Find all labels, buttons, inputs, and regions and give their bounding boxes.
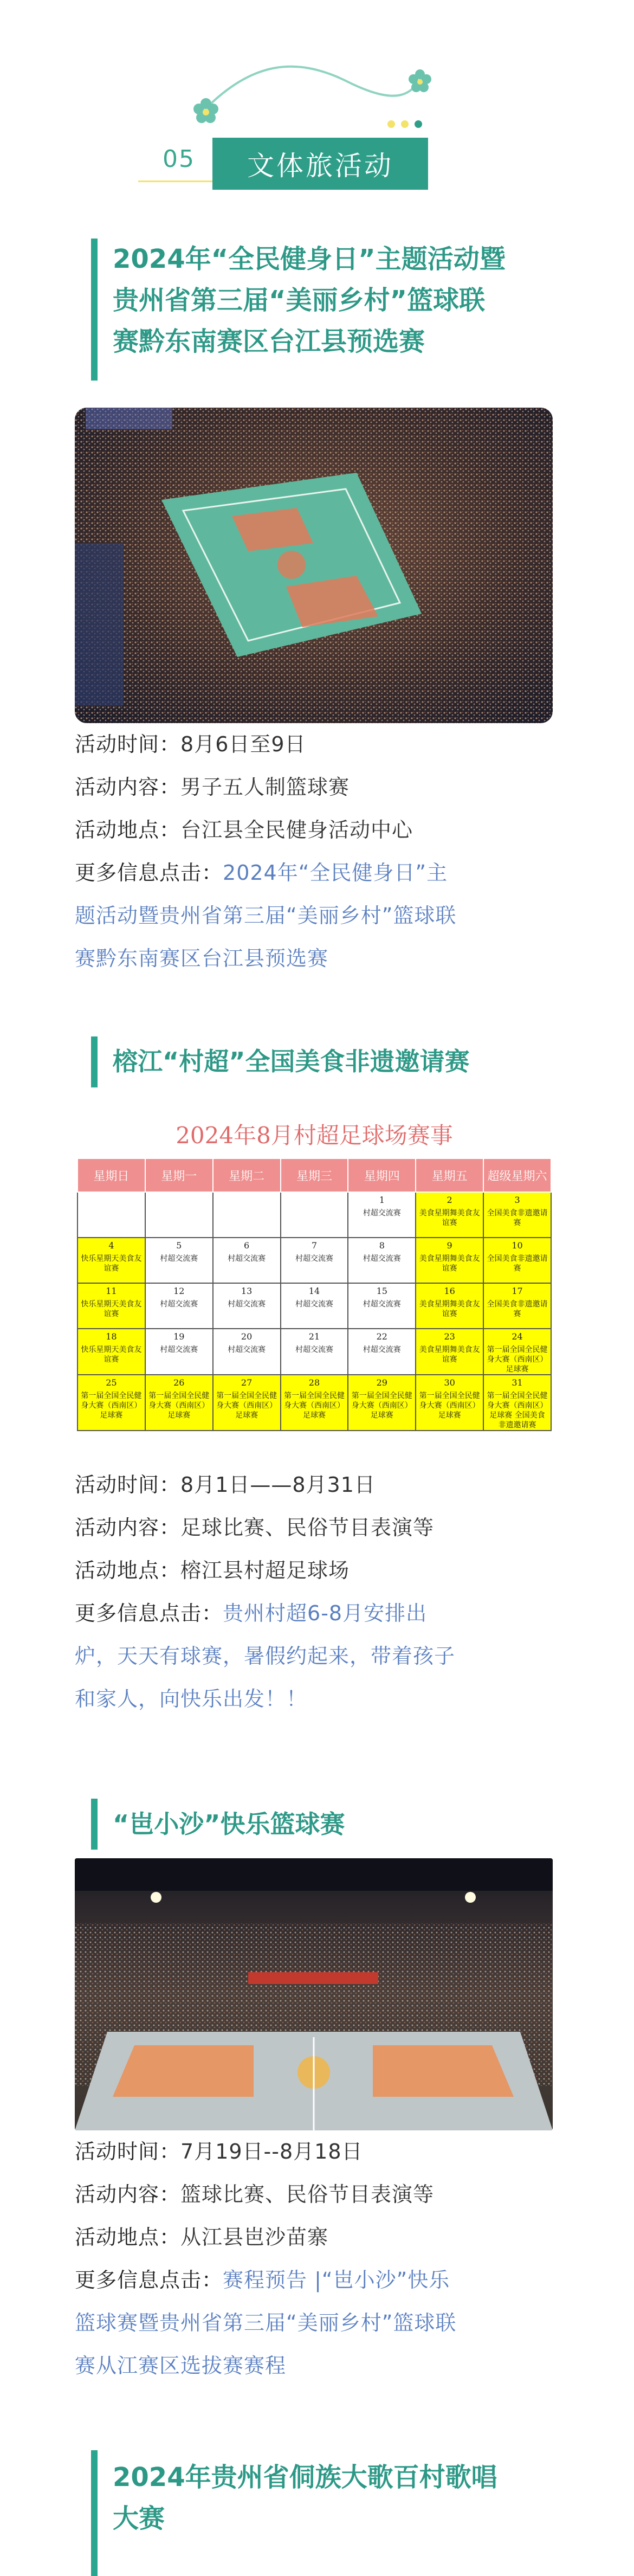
- schedule-event-text: 美食星期舞美食友谊赛: [419, 1254, 480, 1273]
- schedule-event-text: 美食星期舞美食友谊赛: [419, 1345, 480, 1364]
- schedule-event-text: 美食星期舞美食友谊赛: [419, 1300, 480, 1318]
- schedule-day-cell: [483, 1375, 551, 1431]
- schedule-week-row: [77, 1375, 551, 1431]
- schedule-day-number: 23: [444, 1331, 455, 1342]
- schedule-event-text: 第一届全国全民健身大赛（西南区）足球赛: [283, 1392, 345, 1420]
- schedule-day-number: 29: [376, 1377, 387, 1388]
- schedule-day-number: 3: [514, 1195, 520, 1205]
- schedule-day-number: 16: [444, 1286, 455, 1296]
- link-text[interactable]: 赛程预告 |“岜小沙”快乐: [223, 2268, 450, 2292]
- schedule-day-cell: [416, 1283, 483, 1329]
- schedule-day-cell: [145, 1329, 213, 1375]
- schedule-day-number: 1: [379, 1195, 385, 1205]
- schedule-week-row: [77, 1329, 551, 1375]
- schedule-day-cell: [77, 1238, 145, 1283]
- time-label: 活动时间：: [75, 1473, 181, 1497]
- event-info: [75, 723, 553, 980]
- schedule-event-text: 村超交流赛: [363, 1345, 401, 1354]
- schedule-event-text: 全国美食非遗邀请赛: [487, 1209, 548, 1227]
- schedule-event-text: 村超交流赛: [160, 1345, 198, 1354]
- schedule-event-text: 村超交流赛: [363, 1254, 401, 1263]
- time-label: 活动时间：: [75, 732, 181, 756]
- basketball-arena-photo: [75, 1858, 553, 2130]
- schedule-day-number: 26: [173, 1377, 185, 1388]
- event-title-line: 榕江“村超”全国美食非遗邀请赛: [113, 1047, 470, 1076]
- schedule-week-row: [77, 1238, 551, 1283]
- schedule-day-number: 10: [512, 1240, 523, 1251]
- schedule-day-number: 17: [512, 1286, 523, 1296]
- schedule-event-text: 村超交流赛: [295, 1345, 333, 1354]
- event-title-line: 大赛: [113, 2503, 165, 2534]
- schedule-day-number: 14: [308, 1286, 320, 1296]
- schedule-day-number: 11: [106, 1286, 117, 1296]
- schedule-event-text: 村超交流赛: [160, 1300, 198, 1309]
- schedule-event-text: 村超交流赛: [228, 1254, 266, 1263]
- content-label: 活动内容：: [75, 2182, 181, 2206]
- schedule-event-text: 村超交流赛: [295, 1300, 333, 1309]
- schedule-day-cell: [213, 1283, 281, 1329]
- schedule-event-text: 第一届全国全民健身大赛（西南区）足球赛: [81, 1392, 142, 1420]
- decor-dot: [401, 120, 409, 128]
- schedule-weekday-header: 星期三: [281, 1158, 348, 1192]
- schedule-day-cell: [483, 1192, 551, 1238]
- schedule-event-text: 村超交流赛: [228, 1300, 266, 1309]
- link-text[interactable]: 炉，天天有球赛，暑假约起来，带着孩子: [75, 1644, 456, 1668]
- schedule-day-number: 27: [241, 1377, 253, 1388]
- event-title-line: 贵州省第三届“美丽乡村”篮球联: [113, 285, 486, 315]
- schedule-day-cell: [416, 1238, 483, 1283]
- schedule-event-text: 第一届全国全民健身大赛（西南区）足球赛: [148, 1392, 210, 1420]
- schedule-day-number: 5: [176, 1240, 182, 1251]
- more-info-link[interactable]: [75, 1592, 553, 1721]
- schedule-day-number: 31: [512, 1377, 523, 1388]
- more-label: 更多信息点击：: [75, 2268, 223, 2292]
- link-text[interactable]: 2024年“全民健身日”主: [223, 861, 448, 885]
- schedule-day-cell: [145, 1192, 213, 1238]
- link-text[interactable]: 篮球赛暨贵州省第三届“美丽乡村”篮球联: [75, 2311, 457, 2335]
- schedule-event-text: 第一届全国全民健身大赛（西南区）足球赛 全国美食非遗邀请赛: [487, 1392, 548, 1429]
- link-text[interactable]: 赛黔东南赛区台江县预选赛: [75, 946, 329, 970]
- place-value: 榕江县村超足球场: [180, 1559, 350, 1582]
- event-title-line: 2024年“全民健身日”主题活动暨: [113, 244, 506, 274]
- schedule-day-number: 13: [241, 1286, 253, 1296]
- schedule-day-cell: [483, 1238, 551, 1283]
- schedule-day-number: 25: [106, 1377, 117, 1388]
- place-value: 从江县岜沙苗寨: [180, 2225, 329, 2249]
- schedule-day-number: 9: [447, 1240, 452, 1251]
- content-label: 活动内容：: [75, 775, 181, 799]
- schedule-weekday-header: 星期一: [145, 1158, 213, 1192]
- schedule-event-text: 第一届全国全民健身大赛（西南区）足球赛: [216, 1392, 277, 1420]
- schedule-event-text: 全国美食非遗邀请赛: [487, 1254, 548, 1273]
- link-text[interactable]: 题活动暨贵州省第三届“美丽乡村”篮球联: [75, 904, 457, 928]
- schedule-event-text: 村超交流赛: [160, 1254, 198, 1263]
- schedule-weekday-header: 超级星期六: [483, 1158, 551, 1192]
- schedule-day-cell: [145, 1375, 213, 1431]
- schedule-day-number: 7: [311, 1240, 318, 1251]
- time-value: 8月6日至9日: [180, 732, 306, 756]
- schedule-event-text: 美食星期舞美食友谊赛: [419, 1209, 480, 1227]
- schedule-day-cell: [281, 1375, 348, 1431]
- schedule-day-cell: [281, 1283, 348, 1329]
- schedule-event-text: 第一届全国全民健身大赛（西南区）足球赛: [487, 1345, 548, 1374]
- schedule-weekday-header: 星期日: [77, 1158, 145, 1192]
- event-title: [113, 2457, 557, 2539]
- schedule-day-number: 24: [512, 1331, 523, 1342]
- place-label: 活动地点：: [75, 1559, 181, 1582]
- schedule-day-number: 12: [173, 1286, 185, 1296]
- basketball-stadium-photo: [75, 408, 553, 723]
- schedule-day-number: 4: [108, 1240, 114, 1251]
- schedule-event-text: 快乐星期天美食友谊赛: [81, 1254, 142, 1273]
- content-label: 活动内容：: [75, 1516, 181, 1540]
- event-title: [113, 1808, 557, 1840]
- content-value: 足球比赛、民俗节目表演等: [180, 1516, 435, 1540]
- event-title-line: “岜小沙”快乐篮球赛: [113, 1809, 345, 1839]
- more-info-link[interactable]: [75, 2259, 553, 2387]
- title-accent-bar: [91, 1799, 98, 1850]
- event-title: [113, 1045, 557, 1078]
- time-value: 8月1日——8月31日: [180, 1473, 376, 1497]
- schedule-day-cell: [77, 1329, 145, 1375]
- schedule-day-cell: [281, 1238, 348, 1283]
- schedule-day-number: 21: [308, 1331, 320, 1342]
- link-text[interactable]: 赛从江赛区选拔赛赛程: [75, 2354, 287, 2378]
- title-accent-bar: [91, 2450, 98, 2576]
- schedule-weekday-header: 星期二: [213, 1158, 281, 1192]
- schedule-event-text: 快乐星期天美食友谊赛: [81, 1345, 142, 1364]
- schedule-day-number: 19: [173, 1331, 185, 1342]
- schedule-event-text: 第一届全国全民健身大赛（西南区）足球赛: [351, 1392, 412, 1420]
- time-label: 活动时间：: [75, 2140, 181, 2163]
- schedule-day-number: 28: [308, 1377, 320, 1388]
- schedule-day-cell: [348, 1238, 416, 1283]
- schedule-weekday-header: 星期五: [416, 1158, 483, 1192]
- schedule-day-cell: [281, 1329, 348, 1375]
- schedule-day-cell: [77, 1283, 145, 1329]
- schedule-day-cell: [483, 1329, 551, 1375]
- schedule-day-cell: [348, 1283, 416, 1329]
- schedule-day-number: 8: [379, 1240, 385, 1251]
- schedule-weekday-header: 星期四: [348, 1158, 416, 1192]
- schedule-day-cell: [483, 1283, 551, 1329]
- schedule-day-cell: [213, 1329, 281, 1375]
- event-title-line: 赛黔东南赛区台江县预选赛: [113, 326, 425, 357]
- schedule-day-cell: [348, 1329, 416, 1375]
- schedule-event-text: 全国美食非遗邀请赛: [487, 1300, 548, 1318]
- schedule-table: [76, 1106, 553, 1459]
- event-title: [113, 239, 557, 362]
- schedule-day-cell: [281, 1192, 348, 1238]
- schedule-day-cell: [145, 1238, 213, 1283]
- schedule-event-text: 村超交流赛: [363, 1209, 401, 1218]
- schedule-event-text: 村超交流赛: [295, 1254, 333, 1263]
- schedule-day-cell: [145, 1283, 213, 1329]
- link-text[interactable]: 和家人，向快乐出发！！: [75, 1687, 308, 1711]
- schedule-day-number: 22: [376, 1331, 387, 1342]
- more-label: 更多信息点击：: [75, 1601, 223, 1625]
- schedule-event-text: 快乐星期天美食友谊赛: [81, 1300, 142, 1318]
- schedule-grid: [77, 1158, 552, 1431]
- event-info: [75, 1464, 553, 1721]
- section-heading: 文体旅活动: [212, 138, 428, 190]
- schedule-week-row: [77, 1283, 551, 1329]
- schedule-day-cell: [77, 1375, 145, 1431]
- content-value: 男子五人制篮球赛: [180, 775, 350, 799]
- schedule-day-cell: [77, 1192, 145, 1238]
- place-value: 台江县全民健身活动中心: [180, 818, 413, 842]
- section-number: 05: [163, 145, 195, 173]
- section-number-underline: [138, 181, 225, 182]
- title-accent-bar: [91, 239, 98, 381]
- event-title-line: 2024年贵州省侗族大歌百村歌唱: [113, 2462, 497, 2493]
- schedule-day-cell: [213, 1192, 281, 1238]
- schedule-day-number: 30: [444, 1377, 455, 1388]
- schedule-day-cell: [348, 1375, 416, 1431]
- link-text[interactable]: 贵州村超6-8月安排出: [223, 1601, 428, 1625]
- schedule-day-cell: [213, 1375, 281, 1431]
- schedule-week-row: [77, 1192, 551, 1238]
- schedule-day-number: 18: [106, 1331, 117, 1342]
- schedule-day-cell: [416, 1375, 483, 1431]
- schedule-event-text: 村超交流赛: [228, 1345, 266, 1354]
- content-value: 篮球比赛、民俗节目表演等: [180, 2182, 435, 2206]
- schedule-day-number: 6: [244, 1240, 250, 1251]
- event-info: [75, 2130, 553, 2387]
- title-accent-bar: [91, 1036, 98, 1087]
- header-vine-decoration: [184, 60, 444, 141]
- more-label: 更多信息点击：: [75, 861, 223, 885]
- schedule-day-cell: [213, 1238, 281, 1283]
- more-info-link[interactable]: [75, 852, 553, 980]
- schedule-title: 2024年8月村超足球场赛事: [176, 1122, 453, 1149]
- decor-dot: [387, 120, 395, 128]
- decor-dot: [415, 120, 422, 128]
- schedule-day-cell: [348, 1192, 416, 1238]
- place-label: 活动地点：: [75, 2225, 181, 2249]
- schedule-event-text: 第一届全国全民健身大赛（西南区）足球赛: [419, 1392, 480, 1420]
- schedule-day-number: 15: [376, 1286, 387, 1296]
- schedule-event-text: 村超交流赛: [363, 1300, 401, 1309]
- time-value: 7月19日--8月18日: [180, 2140, 363, 2163]
- place-label: 活动地点：: [75, 818, 181, 842]
- schedule-day-cell: [416, 1329, 483, 1375]
- schedule-day-cell: [416, 1192, 483, 1238]
- schedule-day-number: 20: [241, 1331, 253, 1342]
- schedule-day-number: 2: [447, 1195, 452, 1205]
